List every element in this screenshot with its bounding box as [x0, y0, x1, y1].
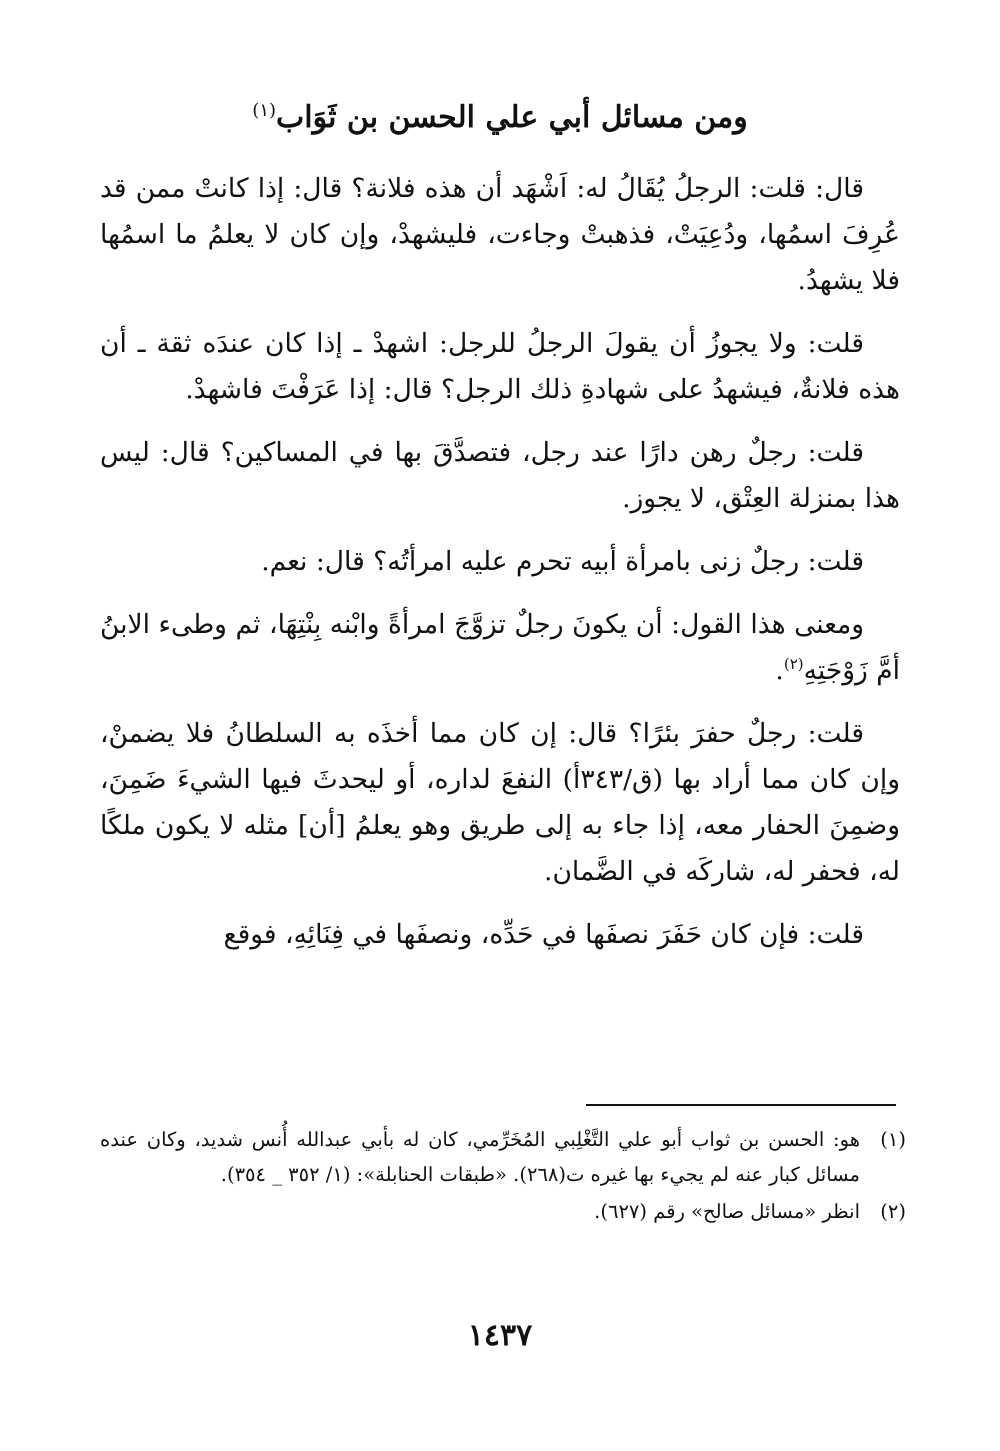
footnote-divider: [586, 1104, 896, 1106]
paragraph-4: [100, 539, 900, 585]
main-text: [100, 166, 900, 975]
footnote-number: (٢): [880, 1200, 906, 1223]
footnote-ref-1: (١): [252, 100, 277, 121]
paragraph-text: ومعنى هذا القول: أن يكونَ رجلٌ تزوَّجَ امرأةً وابْنه بِنْتِهَا، ثم وطىء الابنُ أمَّ زَوْجَتِهِ: [100, 609, 900, 686]
paragraph-1: [100, 166, 900, 304]
paragraph-5: [100, 602, 900, 694]
paragraph-text: قلت: رجلٌ زنى بامرأة أبيه تحرم عليه امرأتُه؟ قال: نعم.: [261, 546, 864, 577]
footnote-1: [100, 1122, 906, 1192]
paragraph-3: [100, 430, 900, 522]
paragraph-text: قلت: ولا يجوزُ أن يقولَ الرجلُ للرجل: اشهدْ ـ إذا كان عندَه ثقة ـ أن هذه فلانةٌ، فيشهدُ على شهادةِ ذلك الرجل؟ قال: إذا عَرَفْتَ فاشهدْ.: [100, 328, 900, 405]
title-text: ومن مسائل أبي علي الحسن بن ثَوَاب: [276, 100, 748, 135]
paragraph-text: قلت: رجلٌ حفرَ بئرًا؟ قال: إن كان مما أخذَه به السلطانُ فلا يضمنْ، وإن كان مما أراد بها (ق/٣٤٣أ) النفعَ لداره، أو ليحدثَ فيها الشيءَ ضَمِنَ، وضمِنَ الحفار معه، إذا جاء به إلى طريق وهو يعلمُ [أن] مثله لا يكون ملكًا له، فحفر له، شاركَه في الضَّمان.: [100, 718, 901, 887]
paragraph-6: [100, 711, 900, 895]
paragraph-text: قال: قلت: الرجلُ يُقَالُ له: اَشْهَد أن هذه فلانة؟ قال: إذا كانتْ ممن قد عُرِفَ اسمُها، ودُعِيَتْ، فذهبتْ وجاءت، فليشهدْ، وإن كان لا يعلمُ ما اسمُها فلا يشهدُ.: [100, 173, 900, 296]
page-title: [110, 100, 890, 136]
page-number: ١٤٣٧: [467, 1318, 533, 1353]
footnotes: [100, 1122, 906, 1231]
footnote-ref-2: (٢): [783, 655, 804, 674]
paragraph-7: [100, 912, 900, 958]
paragraph-text: قلت: فإن كان حَفَرَ نصفَها في حَدِّه، ونصفَها في فِنَائِهِ، فوقع: [223, 919, 864, 950]
footnote-text: هو: الحسن بن ثواب أبو علي التَّغْلِبي المُخَرِّمي، كان له بأبي عبدالله أُنس شديد، وكان عنده مسائل كبار عنه لم يجيء بها غيره ت(٢٦٨). «طبقات الحنابلة»: (١/ ٣٥٢ _ ٣٥٤).: [100, 1128, 860, 1186]
footnote-2: [100, 1194, 906, 1229]
paragraph-tail: .: [775, 655, 784, 686]
footnote-number: (١): [880, 1128, 906, 1151]
paragraph-2: [100, 321, 900, 413]
paragraph-text: قلت: رجلٌ رهن دارًا عند رجل، فتصدَّقَ بها في المساكين؟ قال: ليس هذا بمنزلة العِتْق، لا يجوز.: [100, 437, 900, 514]
footnote-text: انظر «مسائل صالح» رقم (٦٢٧).: [594, 1200, 860, 1223]
